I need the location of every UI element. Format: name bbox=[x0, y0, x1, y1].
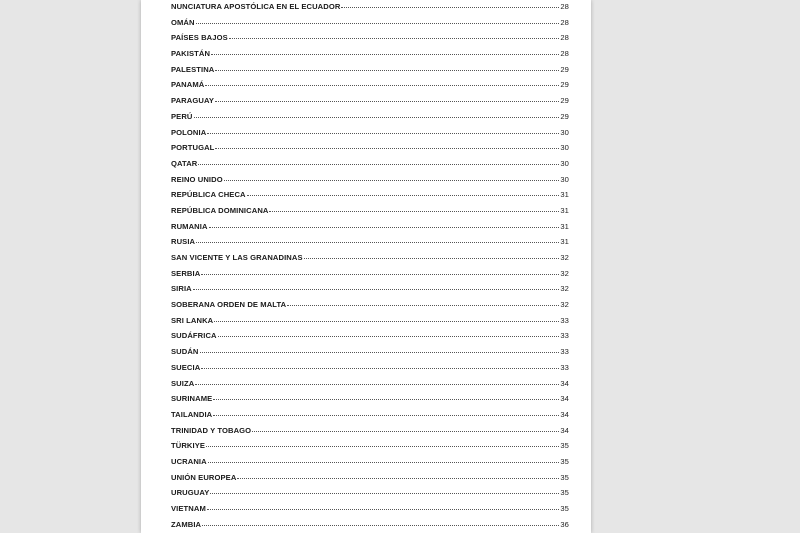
toc-entry[interactable] bbox=[171, 520, 569, 533]
dot-leader bbox=[287, 305, 559, 306]
toc-entry-page-number: 30 bbox=[560, 158, 569, 168]
toc-entry-page-number: 28 bbox=[560, 49, 569, 59]
toc-entry-page-number: 31 bbox=[560, 205, 569, 215]
dot-leader bbox=[341, 7, 559, 8]
toc-entry[interactable] bbox=[171, 143, 569, 159]
toc-entry-page-number: 32 bbox=[560, 253, 569, 262]
dot-leader bbox=[269, 211, 559, 212]
toc-entry[interactable] bbox=[171, 363, 569, 379]
dot-leader bbox=[198, 164, 559, 165]
toc-entry[interactable] bbox=[171, 316, 569, 332]
toc-entry[interactable] bbox=[171, 441, 569, 457]
toc-entry-page-number: 34 bbox=[560, 394, 569, 404]
toc-entry-page-number: 32 bbox=[560, 284, 569, 294]
dot-leader bbox=[215, 148, 559, 149]
toc-entry-page-number: 35 bbox=[560, 504, 569, 513]
dot-leader bbox=[205, 85, 559, 86]
toc-entry-name: SUDÁN bbox=[171, 347, 199, 357]
toc-entry[interactable] bbox=[171, 284, 569, 300]
toc-entry[interactable] bbox=[171, 190, 569, 206]
toc-entry[interactable] bbox=[171, 33, 569, 49]
toc-entry-name: POLONIA bbox=[171, 127, 207, 137]
toc-entry-name: SUECIA bbox=[171, 362, 201, 372]
dot-leader bbox=[215, 70, 559, 71]
toc-entry-name: PARAGUAY bbox=[171, 96, 214, 106]
dot-leader bbox=[224, 180, 560, 181]
dot-leader bbox=[201, 368, 559, 369]
toc-entry-name: TÜRKIYE bbox=[171, 441, 206, 451]
toc-entry-page-number: 32 bbox=[560, 268, 569, 278]
dot-leader bbox=[304, 258, 560, 259]
dot-leader bbox=[218, 336, 560, 337]
toc-entry[interactable] bbox=[171, 112, 569, 128]
toc-entry-name: SOBERANA ORDEN DE MALTA bbox=[171, 300, 287, 310]
table-of-contents bbox=[171, 2, 569, 533]
toc-entry[interactable] bbox=[171, 96, 569, 112]
toc-entry-name: PAKISTÁN bbox=[171, 49, 211, 59]
toc-entry-page-number: 35 bbox=[560, 472, 569, 482]
toc-entry-name: REPÚBLICA DOMINICANA bbox=[171, 205, 269, 215]
toc-entry-name: UNIÓN EUROPEA bbox=[171, 472, 237, 482]
toc-entry-page-number: 36 bbox=[560, 519, 569, 529]
toc-entry-name: VIETNAM bbox=[171, 504, 206, 513]
toc-entry-page-number: 28 bbox=[560, 33, 569, 43]
toc-entry[interactable] bbox=[171, 394, 569, 410]
toc-entry-page-number: 33 bbox=[560, 347, 569, 357]
toc-entry-name: SUDÁFRICA bbox=[171, 331, 217, 341]
toc-entry[interactable] bbox=[171, 18, 569, 34]
dot-leader bbox=[237, 478, 559, 479]
toc-entry[interactable] bbox=[171, 128, 569, 144]
toc-entry-name: SURINAME bbox=[171, 394, 213, 404]
dot-leader bbox=[210, 493, 559, 494]
toc-entry[interactable] bbox=[171, 80, 569, 96]
toc-entry-page-number: 35 bbox=[560, 456, 569, 466]
toc-entry-name: ZAMBIA bbox=[171, 519, 202, 529]
toc-entry-name: SAN VICENTE Y LAS GRANADINAS bbox=[171, 253, 303, 262]
toc-entry-page-number: 33 bbox=[560, 315, 569, 325]
toc-entry-page-number: 30 bbox=[560, 174, 569, 184]
toc-entry[interactable] bbox=[171, 49, 569, 65]
toc-entry-name: PANAMÁ bbox=[171, 80, 205, 90]
toc-entry-page-number: 35 bbox=[560, 441, 569, 451]
toc-entry-name: RUMANIA bbox=[171, 221, 208, 231]
toc-entry-page-number: 32 bbox=[560, 300, 569, 310]
toc-entry-name: SERBIA bbox=[171, 268, 201, 278]
toc-entry[interactable] bbox=[171, 410, 569, 426]
toc-entry-page-number: 29 bbox=[560, 96, 569, 106]
toc-entry-page-number: 35 bbox=[560, 488, 569, 498]
toc-entry[interactable] bbox=[171, 253, 569, 269]
toc-entry[interactable] bbox=[171, 206, 569, 222]
toc-entry-name: OMÁN bbox=[171, 17, 195, 27]
dot-leader bbox=[213, 415, 559, 416]
toc-entry-name: PALESTINA bbox=[171, 64, 215, 74]
toc-entry[interactable] bbox=[171, 379, 569, 395]
toc-entry[interactable] bbox=[171, 175, 569, 191]
toc-entry[interactable] bbox=[171, 269, 569, 285]
toc-entry[interactable] bbox=[171, 300, 569, 316]
toc-entry-page-number: 30 bbox=[560, 127, 569, 137]
toc-entry-page-number: 34 bbox=[560, 378, 569, 388]
toc-entry-page-number: 34 bbox=[560, 425, 569, 435]
toc-entry[interactable] bbox=[171, 457, 569, 473]
toc-entry[interactable] bbox=[171, 65, 569, 81]
toc-entry[interactable] bbox=[171, 347, 569, 363]
toc-entry-name: SRI LANKA bbox=[171, 315, 214, 325]
toc-entry[interactable] bbox=[171, 331, 569, 347]
toc-entry-name: QATAR bbox=[171, 158, 198, 168]
dot-leader bbox=[201, 274, 559, 275]
document-page bbox=[141, 0, 591, 533]
toc-entry[interactable] bbox=[171, 2, 569, 18]
toc-entry[interactable] bbox=[171, 237, 569, 253]
toc-entry-page-number: 28 bbox=[560, 2, 569, 11]
toc-entry-name: SUIZA bbox=[171, 378, 195, 388]
dot-leader bbox=[196, 23, 560, 24]
toc-entry-name: PERÚ bbox=[171, 111, 193, 121]
toc-entry[interactable] bbox=[171, 159, 569, 175]
toc-entry-name: REINO UNIDO bbox=[171, 174, 223, 184]
dot-leader bbox=[252, 431, 559, 432]
toc-entry-name: REPÚBLICA CHECA bbox=[171, 190, 246, 200]
toc-entry-name: PORTUGAL bbox=[171, 143, 215, 153]
dot-leader bbox=[194, 117, 560, 118]
dot-leader bbox=[200, 352, 560, 353]
toc-entry[interactable] bbox=[171, 504, 569, 520]
dot-leader bbox=[247, 195, 560, 196]
toc-entry-name: TRINIDAD Y TOBAGO bbox=[171, 425, 252, 435]
toc-entry-page-number: 31 bbox=[560, 190, 569, 200]
toc-entry-name: RUSIA bbox=[171, 237, 196, 247]
toc-entry-page-number: 31 bbox=[560, 221, 569, 231]
toc-entry-page-number: 30 bbox=[560, 143, 569, 153]
dot-leader bbox=[207, 133, 559, 134]
toc-entry-page-number: 33 bbox=[560, 362, 569, 372]
dot-leader bbox=[202, 525, 559, 526]
toc-entry[interactable] bbox=[171, 488, 569, 504]
toc-entry-page-number: 29 bbox=[560, 111, 569, 121]
toc-entry[interactable] bbox=[171, 222, 569, 238]
toc-entry-name: TAILANDIA bbox=[171, 409, 213, 419]
toc-entry-page-number: 29 bbox=[560, 80, 569, 90]
toc-entry-name: UCRANIA bbox=[171, 456, 207, 466]
toc-entry-name: NUNCIATURA APOSTÓLICA EN EL ECUADOR bbox=[171, 2, 341, 11]
dot-leader bbox=[193, 289, 560, 290]
dot-leader bbox=[209, 227, 560, 228]
dot-leader bbox=[208, 462, 560, 463]
dot-leader bbox=[196, 242, 559, 243]
dot-leader bbox=[211, 54, 559, 55]
toc-entry-page-number: 34 bbox=[560, 409, 569, 419]
toc-entry-name: PAÍSES BAJOS bbox=[171, 33, 228, 43]
dot-leader bbox=[207, 509, 559, 510]
toc-entry-page-number: 33 bbox=[560, 331, 569, 341]
toc-entry[interactable] bbox=[171, 426, 569, 442]
toc-entry-name: SIRIA bbox=[171, 284, 192, 294]
dot-leader bbox=[215, 101, 559, 102]
toc-entry-page-number: 29 bbox=[560, 64, 569, 74]
toc-entry[interactable] bbox=[171, 473, 569, 489]
toc-entry-page-number: 28 bbox=[560, 17, 569, 27]
toc-entry-name: URUGUAY bbox=[171, 488, 210, 498]
dot-leader bbox=[214, 321, 559, 322]
dot-leader bbox=[229, 38, 560, 39]
dot-leader bbox=[213, 399, 559, 400]
toc-entry-page-number: 31 bbox=[560, 237, 569, 247]
dot-leader bbox=[195, 384, 559, 385]
dot-leader bbox=[206, 446, 559, 447]
